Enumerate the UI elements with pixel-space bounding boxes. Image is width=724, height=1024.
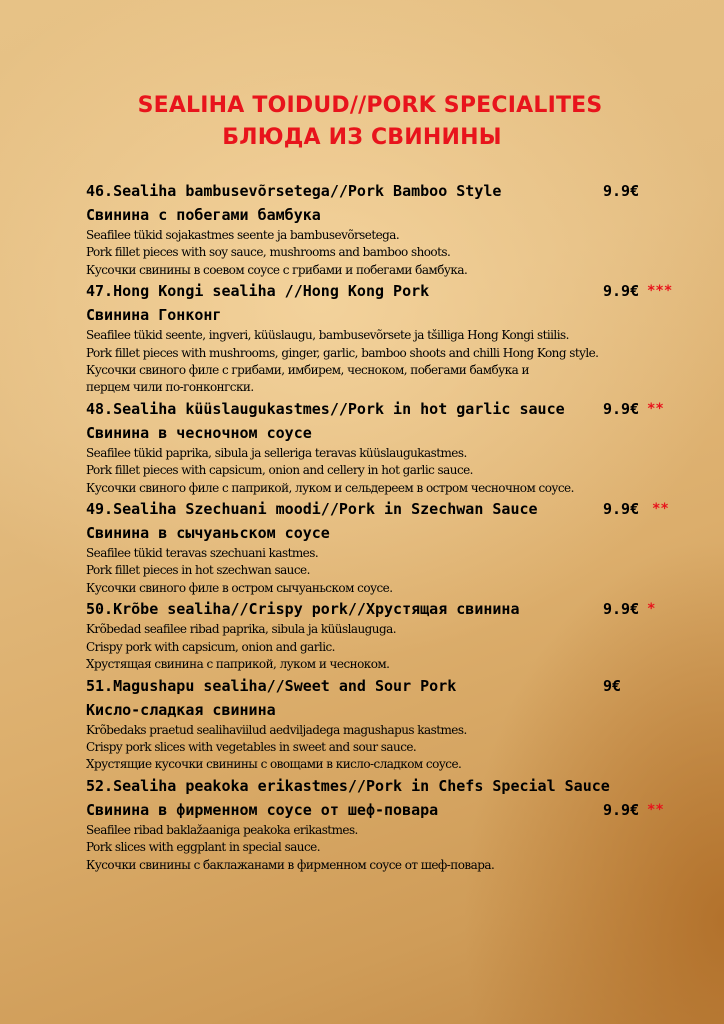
dish-subtitle-row: [86, 303, 696, 327]
menu-list: [86, 179, 696, 874]
dish-subtitle-row: [86, 521, 696, 545]
dish-description-ru: Кусочки свиного филе с грибами, имбирем, чесноком, побегами бамбука и: [86, 363, 529, 378]
dish-price: 9.9€: [603, 500, 640, 519]
dish-subtitle: Кисло-сладкая свинина: [86, 700, 276, 719]
dish-description-et: Krõbedad seafilee ribad paprika, sibula ja küüslauguga.: [86, 622, 396, 637]
dish-description-ru: Кусочки свинины с баклажанами в фирменном соусе от шеф-повара.: [86, 857, 495, 872]
dish-description-en: Crispy pork slices with vegetables in sweet and sour sauce.: [86, 739, 417, 754]
dish-description-et: Seafilee tükid seente, ingveri, küüslaugu, bambusevõrsete ja tšilliga Hong Kongi stiilis.: [86, 328, 569, 343]
menu-header: [0, 90, 724, 154]
dish-subtitle: Свинина в фирменном соусе от шеф-повара: [86, 800, 439, 819]
dish-price: 9.9€: [603, 800, 640, 819]
dish-subtitle: Свинина в сычуаньском соусе: [86, 524, 330, 543]
dish-description-en: Pork fillet pieces with mushrooms, ginger, garlic, bamboo shoots and chilli Hong Kong style.: [86, 345, 599, 360]
menu-item-48: [86, 397, 696, 497]
dish-description-en: Pork slices with eggplant in special sauce.: [86, 840, 320, 855]
dish-title: 51.Magushapu sealiha//Sweet and Sour Pork: [86, 676, 457, 695]
menu-item-51: [86, 674, 696, 774]
spiciness-stars: **: [652, 501, 669, 518]
dish-subtitle-row: [86, 421, 696, 445]
dish-title: 49.Sealiha Szechuani moodi//Pork in Szechwan Sauce: [86, 500, 538, 519]
dish-subtitle: Свинина в чесночном соусе: [86, 423, 312, 442]
dish-subtitle-row: [86, 698, 696, 722]
dish-price: 9.9€: [603, 399, 640, 418]
dish-price: 9€: [603, 676, 622, 695]
page-title-russian: БЛЮДА ИЗ СВИНИНЫ: [222, 125, 502, 150]
menu-item-47: [86, 279, 696, 397]
dish-description-ru: Кусочки свиного филе с паприкой, луком и сельдереем в остром чесночном соусе.: [86, 480, 574, 495]
dish-description-ru: Хрустящие кусочки свинины с овощами в кисло-сладком соусе.: [86, 757, 462, 772]
dish-title: 46.Sealiha bambusevõrsetega//Pork Bamboo Style: [86, 182, 502, 200]
dish-description-en: Pork fillet pieces with soy sauce, mushrooms and bamboo shoots.: [86, 245, 451, 260]
dish-title-row: [86, 674, 696, 698]
dish-title: 48.Sealiha küüslaugukastmes//Pork in hot garlic sauce: [86, 399, 565, 418]
dish-title-row: [86, 497, 696, 521]
dish-subtitle: Свинина с побегами бамбука: [86, 206, 321, 224]
dish-description-ru: Хрустящая свинина с паприкой, луком и чесноком.: [86, 657, 390, 672]
dish-description-en: Pork fillet pieces in hot szechwan sauce.: [86, 563, 310, 578]
dish-description-ru: Кусочки свинины в соевом соусе с грибами и побегами бамбука.: [86, 262, 468, 277]
spiciness-stars: *: [647, 601, 656, 618]
dish-title-row: [86, 397, 696, 421]
dish-title-row: [86, 179, 696, 203]
menu-item-46: [86, 179, 696, 279]
dish-title: 52.Sealiha peakoka erikastmes//Pork in Chefs Special Sauce: [86, 776, 610, 795]
dish-description-et: Seafilee tükid teravas szechuani kastmes.: [86, 546, 319, 561]
menu-item-49: [86, 497, 696, 597]
dish-description-et: Krõbedaks praetud sealihaviilud aedviljadega magushapus kastmes.: [86, 722, 467, 737]
page-title: SEALIHA TOIDUD//PORK SPECIALITES: [137, 93, 603, 118]
dish-subtitle-row: [86, 798, 696, 822]
dish-description-en: Crispy pork with capsicum, onion and garlic.: [86, 639, 335, 654]
dish-title: 50.Krõbe sealiha//Crispy pork//Хрустящая свинина: [86, 600, 520, 619]
dish-subtitle-row: [86, 203, 696, 227]
dish-title: 47.Hong Kongi sealiha //Hong Kong Pork: [86, 282, 430, 301]
dish-description-ru: Кусочки свиного филе в остром сычуаньском соусе.: [86, 580, 393, 595]
dish-price: 9.9€: [603, 182, 640, 200]
spiciness-stars: **: [647, 400, 664, 417]
dish-description-en: Pork fillet pieces with capsicum, onion and cellery in hot garlic sauce.: [86, 463, 473, 478]
spiciness-stars: ***: [647, 283, 673, 300]
dish-title-row: [86, 279, 696, 303]
menu-item-52: [86, 774, 696, 874]
dish-description-et: Seafilee ribad baklažaaniga peakoka erikastmes.: [86, 822, 358, 837]
dish-description-et: Seafilee tükid sojakastmes seente ja bambusevõrsetega.: [86, 228, 400, 242]
menu-item-50: [86, 597, 696, 673]
dish-subtitle: Свинина Гонконг: [86, 306, 222, 325]
dish-title-row: [86, 597, 696, 621]
dish-description-et: Seafilee tükid paprika, sibula ja selleriga teravas küüslaugukastmes.: [86, 445, 467, 460]
dish-price: 9.9€: [603, 600, 640, 619]
dish-title-row: [86, 774, 696, 798]
spiciness-stars: **: [647, 801, 664, 818]
dish-description-ru-cont: перцем чили по-гонконгски.: [86, 380, 254, 395]
dish-price: 9.9€: [603, 282, 640, 301]
